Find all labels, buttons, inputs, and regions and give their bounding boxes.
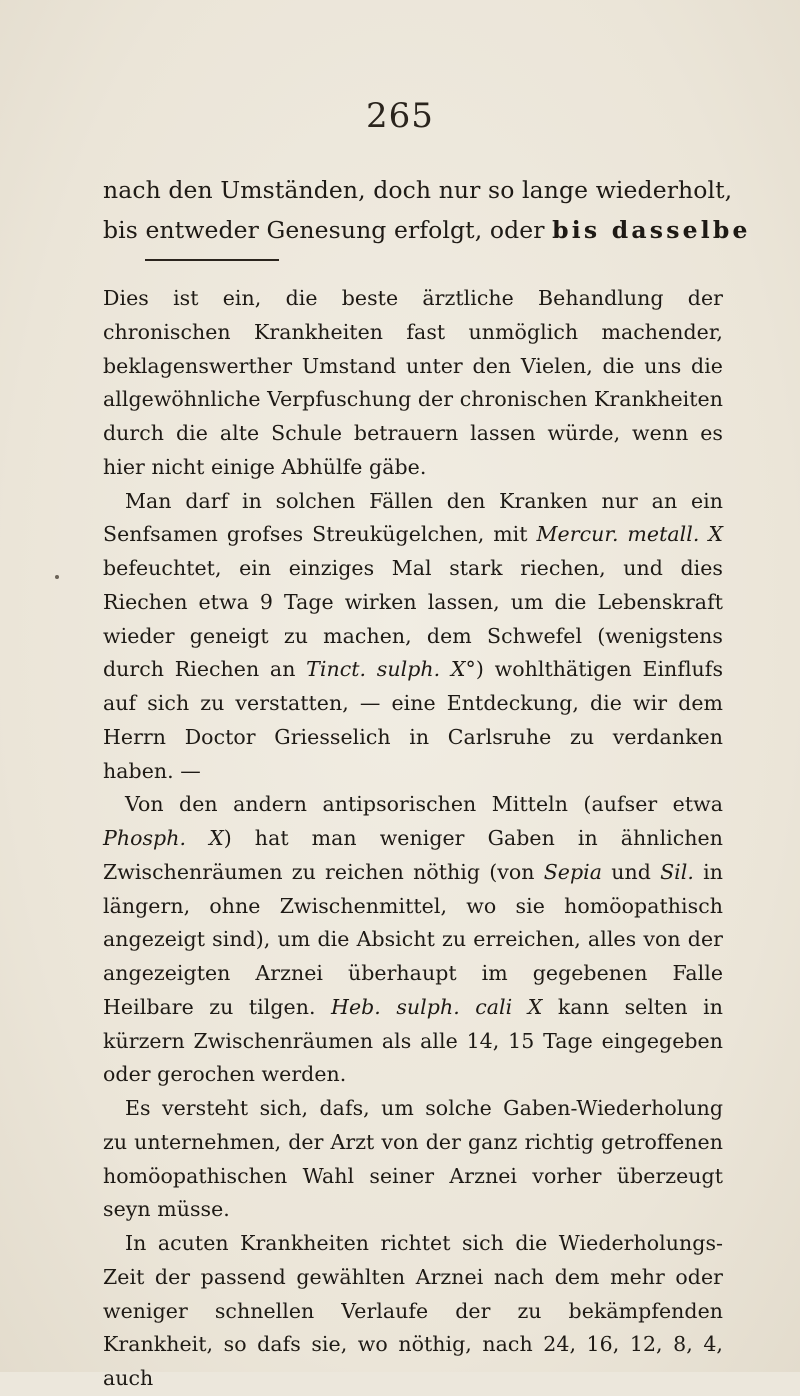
remedy-sepia: Sepia <box>543 859 603 884</box>
page-number: 265 <box>366 96 434 136</box>
footnote-text <box>103 282 723 1396</box>
footnote-p3-text-d: in längern, ohne Zwischenmittel, wo sie homöopathisch angezeigt sind), um die Absicht zu erreichen, alles von der angezeigten Arznei überhaupt im gegebenen Falle Heilbare zu tilgen. <box>103 859 723 1019</box>
remedy-sil: Sil. <box>660 859 694 884</box>
footnote-p2-text-a: Man darf in solchen Fällen den Kranken nur an ein Senfsamen grofses Streukügelchen, mit <box>103 488 723 547</box>
footnote-p3-text-c: und <box>602 859 661 884</box>
footnote-p3-text-a: Von den andern antipsorischen Mitteln (aufser etwa <box>125 792 723 817</box>
remedy-tinct-sulph: Tinct. sulph. X° <box>306 657 476 682</box>
main-text-line-2 <box>103 210 751 250</box>
footnote-p1-text: Dies ist ein, die beste ärztliche Behandlung der chronischen Krankheiten fast unmöglich machender, beklagenswerther Umstand unter den Vielen, die uns die allgewöhnliche Verpfuschung der chronischen Krankheiten durch die alte Schule betrauern lassen würde, wenn es hier nicht einige Abhülfe gäbe. <box>103 286 723 479</box>
main-text-emphasis: bis dasselbe <box>552 216 751 244</box>
main-text-line-1: nach den Umständen, doch nur so lange wiederholt, <box>103 176 733 204</box>
main-text-continuation <box>103 170 751 250</box>
footnote-paragraph-3 <box>103 788 723 1092</box>
remedy-phosph: Phosph. X <box>103 826 224 850</box>
footnote-separator-rule <box>145 259 279 261</box>
footnote-p4-text: Es versteht sich, dafs, um solche Gaben-Wiederholung zu unternehmen, der Arzt von der ganz richtig getroffenen homöopathischen Wahl seiner Arznei vorher überzeugt seyn müsse. <box>103 1096 723 1222</box>
footnote-p3-text-b: ) hat man weniger Gaben in ähnlichen Zwischenräumen zu reichen nöthig (von <box>103 826 723 884</box>
footnote-p2-text-b: befeuchtet, ein einziges Mal stark riechen, und dies Riechen etwa 9 Tage wirken lassen, um die Lebenskraft wieder geneigt zu machen, dem Schwefel (wenigstens durch Riechen an <box>103 556 723 682</box>
footnote-p5-text: In acuten Krankheiten richtet sich die Wiederholungs-Zeit der passend gewählten Arznei nach dem mehr oder weniger schnellen Verlaufe der zu bekämpfenden Krankheit, so dafs sie, wo nöthig, nach 24, 16, 12, 8, 4, auch <box>103 1231 723 1390</box>
remedy-heb-sulph: Heb. sulph. cali X <box>331 994 543 1019</box>
remedy-mercur: Mercur. metall. X <box>536 522 724 547</box>
footnote-paragraph-1 <box>103 282 723 485</box>
footnote-p2-text-c: ) wohlthätigen Einflufs auf sich zu verstatten, — eine Entdeckung, die wir dem Herrn Doctor Griesselich in Carlsruhe zu verdanken haben. — <box>103 657 724 783</box>
footnote-paragraph-4 <box>103 1092 723 1227</box>
main-text-line-2-start: bis entweder Genesung erfolgt, oder <box>103 216 553 244</box>
footnote-p3-text-e: kann selten in kürzern Zwischenräumen als alle 14, 15 Tage eingegeben oder gerochen werden. <box>103 994 723 1087</box>
margin-mark <box>55 575 59 579</box>
footnote-paragraph-2 <box>103 485 723 789</box>
footnote-paragraph-5 <box>103 1227 723 1396</box>
